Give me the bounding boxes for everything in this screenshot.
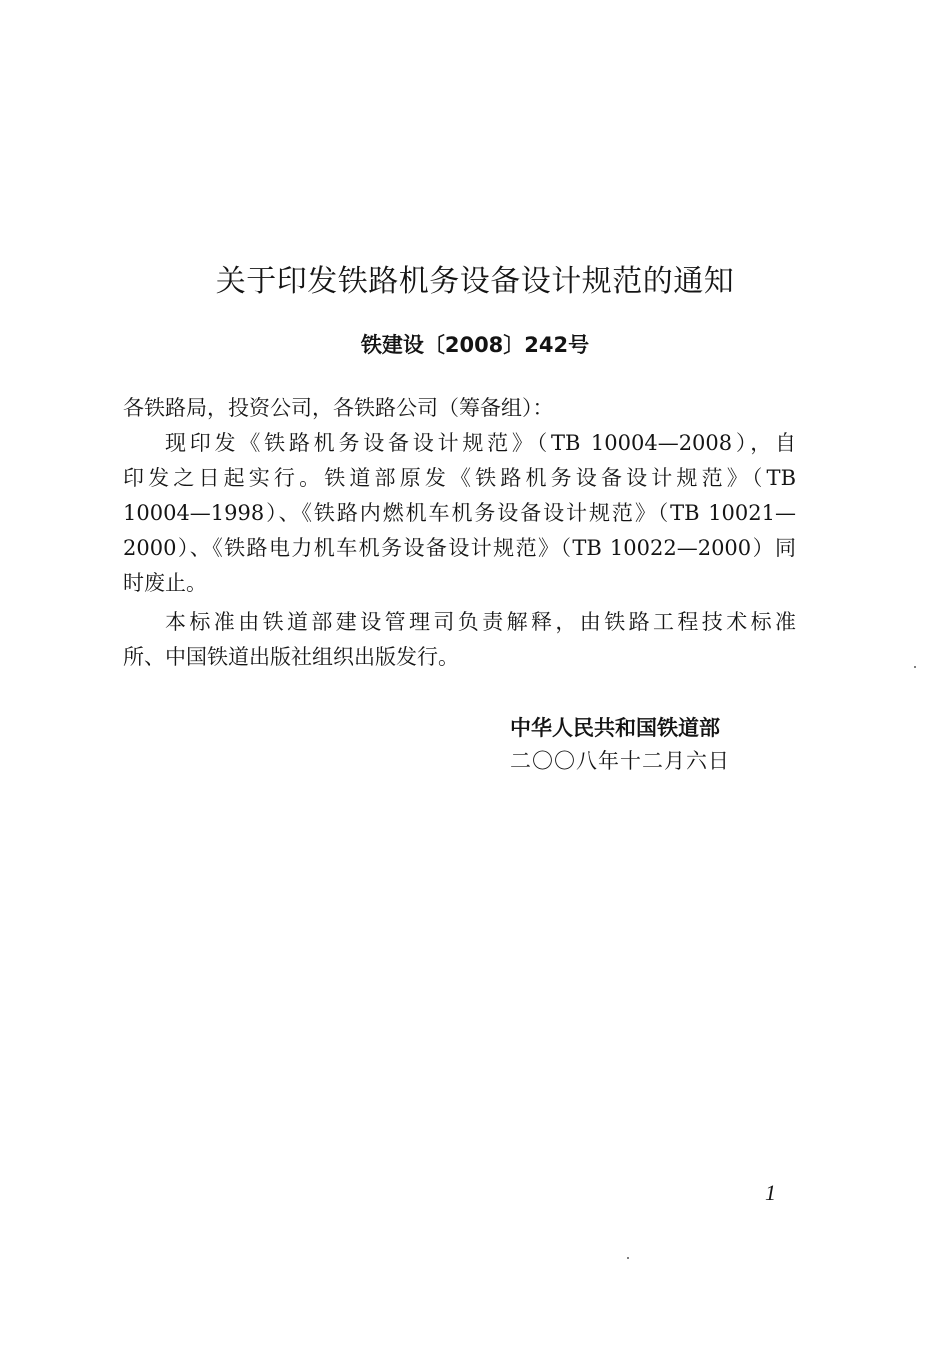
document-title: 关于印发铁路机务设备设计规范的通知	[215, 264, 735, 299]
scan-speck	[627, 1257, 629, 1259]
signature-date: 二〇〇八年十二月六日	[510, 749, 730, 773]
paragraph1-line: 10004—1998）、《铁路内燃机车机务设备设计规范》（TB 10021—	[123, 501, 796, 525]
paragraph2-line: 所、中国铁道出版社组织出版发行。	[123, 645, 459, 669]
document-number: 铁建设〔2008〕242号	[360, 333, 590, 357]
paragraph2-line: 本标准由铁道部建设管理司负责解释，由铁路工程技术标准	[165, 610, 796, 634]
scan-speck	[914, 666, 916, 668]
paragraph1-line: 时废止。	[123, 571, 207, 595]
paragraph1-line: 印发之日起实行。铁道部原发《铁路机务设备设计规范》（TB	[123, 466, 796, 490]
page-number: 1	[765, 1180, 776, 1205]
signatory: 中华人民共和国铁道部	[510, 716, 720, 740]
paragraph1-line: 2000）、《铁路电力机车机务设备设计规范》（TB 10022—2000）同	[123, 536, 796, 560]
paragraph1-line: 现印发《铁路机务设备设计规范》（TB 10004—2008），自	[165, 431, 796, 455]
salutation: 各铁路局，投资公司，各铁路公司（筹备组）：	[123, 396, 554, 420]
